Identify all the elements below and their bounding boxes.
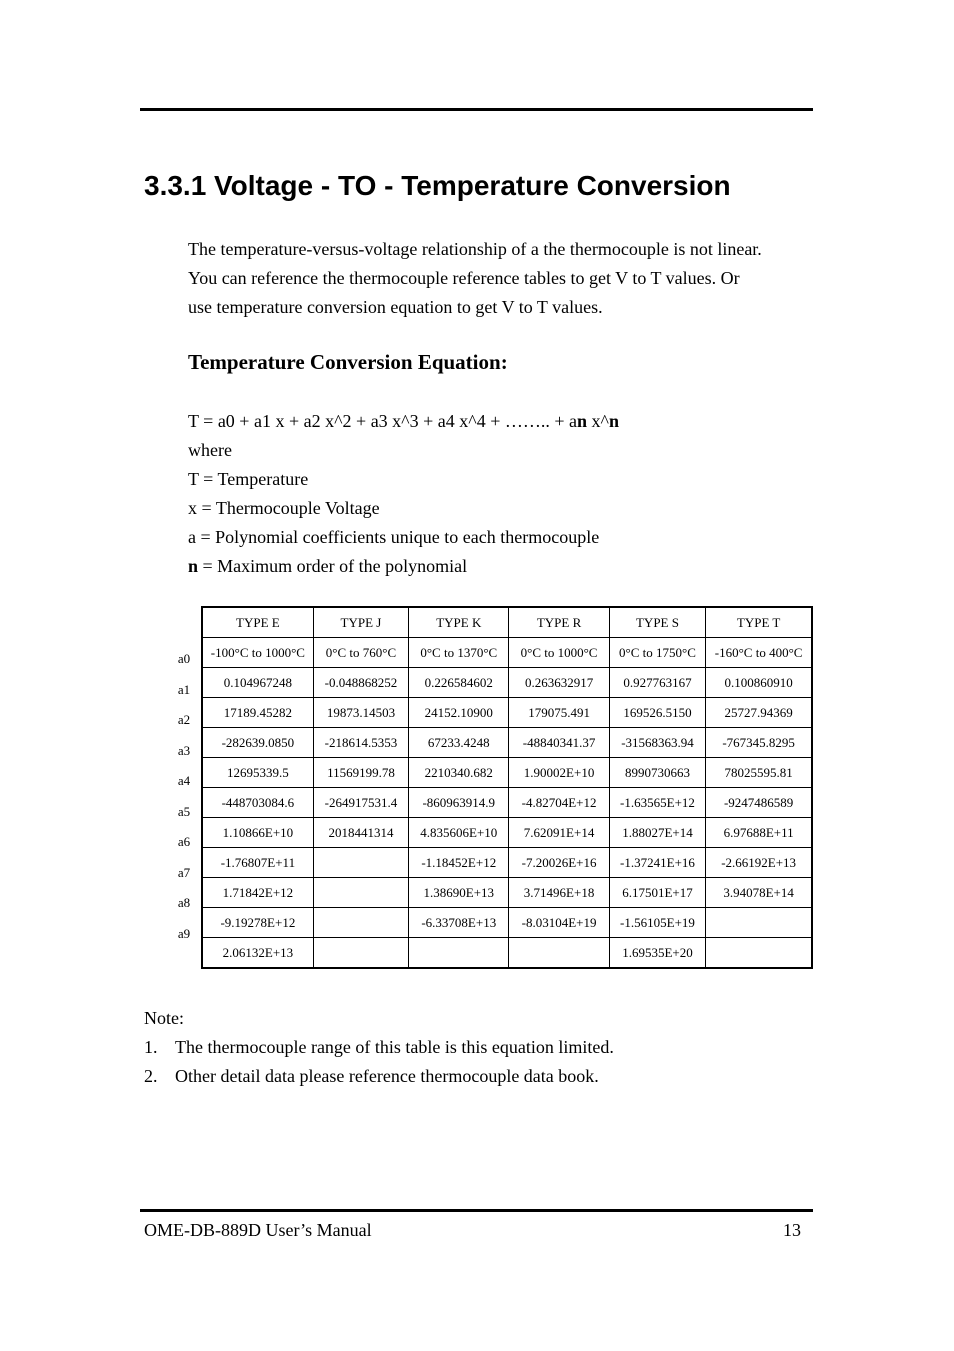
row-label: a9	[177, 925, 191, 941]
table-cell: 0.226584602	[409, 668, 509, 698]
row-label: a1	[177, 681, 191, 697]
table-cell	[706, 908, 812, 938]
table-cell: 1.10866E+10	[202, 818, 313, 848]
table-cell: -6.33708E+13	[409, 908, 509, 938]
table-cell: -1.18452E+12	[409, 848, 509, 878]
equation-heading: Temperature Conversion Equation:	[188, 350, 508, 374]
coefficient-table	[201, 606, 813, 969]
table-cell: 1.38690E+13	[409, 878, 509, 908]
equation-where: where	[188, 440, 232, 460]
table-row	[202, 668, 812, 698]
table-cell: -9247486589	[706, 788, 812, 818]
table-row	[202, 638, 812, 668]
table-cell	[313, 878, 408, 908]
definition-t: T = Temperature	[188, 469, 309, 489]
intro-paragraph	[188, 235, 828, 322]
table-cell: -218614.5353	[313, 728, 408, 758]
table-cell: 2210340.682	[409, 758, 509, 788]
table-cell: -9.19278E+12	[202, 908, 313, 938]
table-cell: 6.97688E+11	[706, 818, 812, 848]
page-number: 13	[783, 1220, 801, 1240]
table-cell	[313, 908, 408, 938]
table-cell: 0°C to 1750°C	[609, 638, 706, 668]
table-cell: 4.835606E+10	[409, 818, 509, 848]
table-cell: 25727.94369	[706, 698, 812, 728]
intro-line: The temperature-versus-voltage relationship of a the thermocouple is not linear.	[188, 239, 762, 259]
table-cell: -282639.0850	[202, 728, 313, 758]
footer-manual-title: OME-DB-889D User’s Manual	[144, 1220, 372, 1240]
table-cell: 179075.491	[509, 698, 609, 728]
table-cell	[313, 848, 408, 878]
table-cell: -48840341.37	[509, 728, 609, 758]
row-label: a7	[177, 864, 191, 880]
table-row	[202, 908, 812, 938]
table-cell: 3.71496E+18	[509, 878, 609, 908]
table-cell: 0°C to 760°C	[313, 638, 408, 668]
definition-a: a = Polynomial coefficients unique to each thermocouple	[188, 527, 600, 547]
definition-x: x = Thermocouple Voltage	[188, 498, 380, 518]
table-cell: 78025595.81	[706, 758, 812, 788]
table-row	[202, 818, 812, 848]
row-label: a4	[177, 773, 191, 788]
table-cell: 0.263632917	[509, 668, 609, 698]
table-cell: -160°C to 400°C	[706, 638, 812, 668]
table-cell: 8990730663	[609, 758, 706, 788]
table-cell: 2018441314	[313, 818, 408, 848]
table-cell: 11569199.78	[313, 758, 408, 788]
table-cell: -1.63565E+12	[609, 788, 706, 818]
coefficient-row-labels	[170, 644, 198, 949]
table-row	[202, 938, 812, 969]
row-label: a0	[177, 651, 191, 666]
table-cell: -4.82704E+12	[509, 788, 609, 818]
table-cell: 0°C to 1000°C	[509, 638, 609, 668]
table-cell	[509, 938, 609, 969]
table-row	[202, 698, 812, 728]
table-row	[202, 878, 812, 908]
equation-block	[188, 407, 619, 581]
table-cell: -1.56105E+19	[609, 908, 706, 938]
row-label: a6	[177, 834, 191, 849]
column-header: TYPE E	[202, 607, 313, 638]
table-row	[202, 848, 812, 878]
table-cell: 67233.4248	[409, 728, 509, 758]
row-label: a3	[177, 742, 191, 758]
table-cell: 0°C to 1370°C	[409, 638, 509, 668]
table-cell: 24152.10900	[409, 698, 509, 728]
table-cell	[313, 938, 408, 969]
row-label: a2	[177, 712, 191, 727]
table-cell: -100°C to 1000°C	[202, 638, 313, 668]
table-row	[202, 758, 812, 788]
table-row	[202, 728, 812, 758]
table-cell: 0.100860910	[706, 668, 812, 698]
table-cell: -1.76807E+11	[202, 848, 313, 878]
table-cell: 2.06132E+13	[202, 938, 313, 969]
note-block	[144, 1004, 614, 1091]
column-header: TYPE J	[313, 607, 408, 638]
table-cell: 0.927763167	[609, 668, 706, 698]
table-cell: -767345.8295	[706, 728, 812, 758]
table-cell: 1.90002E+10	[509, 758, 609, 788]
table-cell: -2.66192E+13	[706, 848, 812, 878]
section-title: 3.3.1 Voltage - TO - Temperature Conversion	[144, 170, 731, 201]
table-cell: -8.03104E+19	[509, 908, 609, 938]
table-cell: 19873.14503	[313, 698, 408, 728]
note-item: 1. The thermocouple range of this table is this equation limited.	[144, 1037, 614, 1057]
intro-line: You can reference the thermocouple reference tables to get V to T values. Or	[188, 268, 740, 288]
table-cell: 3.94078E+14	[706, 878, 812, 908]
column-header: TYPE T	[706, 607, 812, 638]
row-label: a8	[177, 895, 191, 910]
table-cell: -264917531.4	[313, 788, 408, 818]
table-row	[202, 788, 812, 818]
table-cell: 1.71842E+12	[202, 878, 313, 908]
table-cell: 0.104967248	[202, 668, 313, 698]
table-cell: 6.17501E+17	[609, 878, 706, 908]
header-rule	[140, 108, 813, 111]
column-header: TYPE K	[409, 607, 509, 638]
note-item: 2. Other detail data please reference thermocouple data book.	[144, 1066, 599, 1086]
table-cell: -31568363.94	[609, 728, 706, 758]
table-cell	[706, 938, 812, 969]
intro-line: use temperature conversion equation to get V to T values.	[188, 297, 603, 317]
note-label: Note:	[144, 1008, 184, 1028]
equation-formula: T = a0 + a1 x + a2 x^2 + a3 x^3 + a4 x^4 + …….. + an x^n	[188, 411, 619, 431]
table-cell	[409, 938, 509, 969]
footer-rule	[140, 1209, 813, 1212]
row-label: a5	[177, 803, 191, 819]
table-cell: 1.69535E+20	[609, 938, 706, 969]
table-cell: -1.37241E+16	[609, 848, 706, 878]
table-cell: 12695339.5	[202, 758, 313, 788]
column-header: TYPE R	[509, 607, 609, 638]
table-cell: 169526.5150	[609, 698, 706, 728]
column-header: TYPE S	[609, 607, 706, 638]
table-cell: -0.048868252	[313, 668, 408, 698]
table-cell: 7.62091E+14	[509, 818, 609, 848]
table-cell: 1.88027E+14	[609, 818, 706, 848]
table-header-row	[202, 607, 812, 638]
table-cell: -7.20026E+16	[509, 848, 609, 878]
table-cell: -448703084.6	[202, 788, 313, 818]
table-cell: -860963914.9	[409, 788, 509, 818]
definition-n: n = Maximum order of the polynomial	[188, 556, 468, 576]
table-cell: 17189.45282	[202, 698, 313, 728]
